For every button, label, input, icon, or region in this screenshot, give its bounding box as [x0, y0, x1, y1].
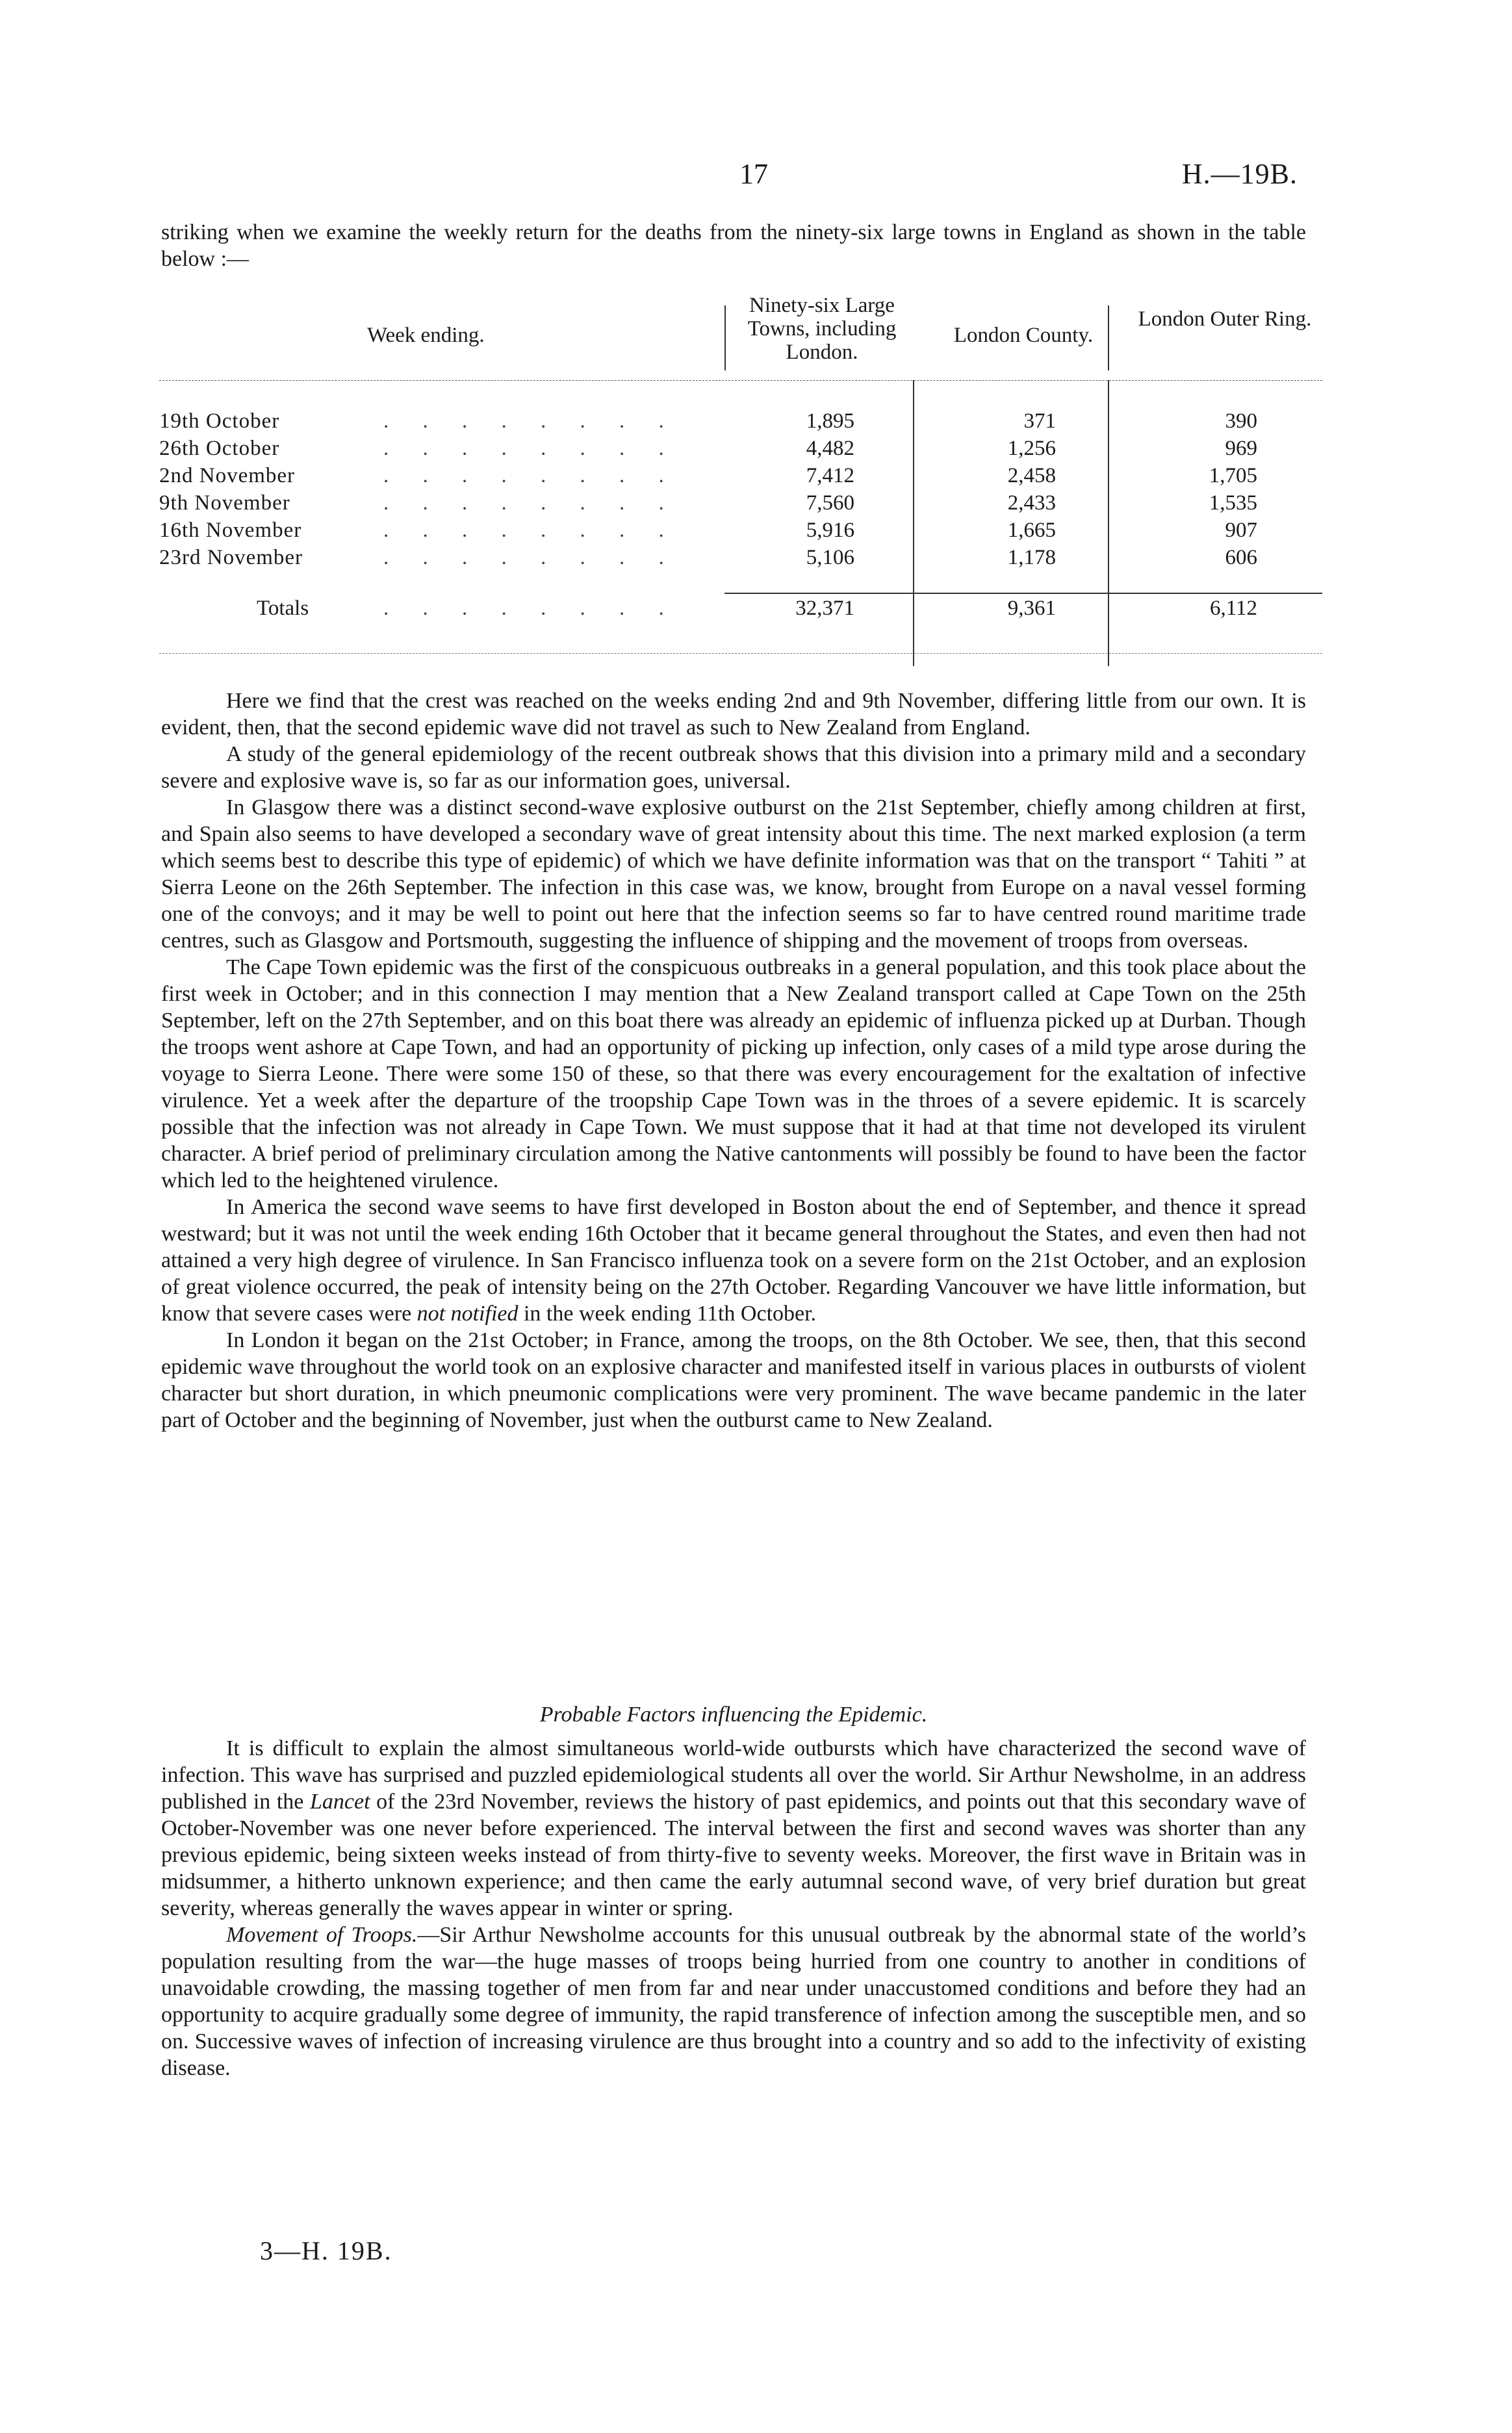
paragraph-text: in the week ending 11th October.: [523, 1302, 817, 1326]
paragraph: [161, 1922, 1306, 2081]
row-towns: 1,895: [806, 409, 854, 433]
section-heading: Probable Factors influencing the Epidemic.: [539, 1703, 928, 1727]
header-london-outer-ring: London Outer Ring.: [1138, 307, 1312, 331]
column-divider: [1108, 305, 1109, 370]
table-row: [159, 437, 1322, 464]
totals-outer: 6,112: [1209, 597, 1257, 620]
header-london-county: London County.: [953, 324, 1094, 347]
row-county: 2,433: [1007, 491, 1056, 515]
totals-label: Totals: [257, 597, 309, 620]
paragraph: In London it began on the 21st October; in France, among the troops, on the 8th October. We see, then, that this second epidemic wave throughout the world took on an explosive character and manifested itself in various places in outbursts of violent character but short duration, in which pneumonic complications were very prominent. The wave became pandemic in the later part of October and the beginning of November, just when the outburst came to New Zealand.: [161, 1328, 1306, 1432]
leader-dots: . . . . . . . .: [383, 464, 678, 487]
paragraph: The Cape Town epidemic was the first of the conspicuous outbreaks in a general population, and this took place about the first week in October; and in this connection I may mention that a New Zealand transport called at Cape Town on the 25th September, left on the 27th September, and on this boat there was already an epidemic of influenza picked up at Durban. Though the troops went ashore at Cape Town, and had an opportunity of picking up infection, only cases of a mild type arose during the voyage to Sierra Leone. There were some 150 of these, so that there was every encouragement for the exaltation of infective virulence. Yet a week after the departure of the troopship Cape Town was in the throes of a severe epidemic. It is scarcely possible that the infection was not already in Cape Town. We must suppose that it had at that time not developed its virulent character. A brief period of preliminary circulation among the Native cantonments will possibly be found to have been the factor which led to the heightened virulence.: [161, 955, 1306, 1192]
section-body: [161, 1735, 1306, 2081]
paragraph-text: In America the second wave seems to have first developed in Boston about the end of September, and thence it spread westward; but it was not until the week ending 16th October that it became general throughout the States, and even then had not attained a very high degree of virulence. In San Francisco influenza took on a severe form on the 21st October, and an explosion of great violence occurred, the peak of intensity being on the 27th October. Regarding Vancouver we have little information, but know that severe cases were: [161, 1195, 1306, 1326]
table-bottom-rule: [159, 653, 1322, 654]
row-outer: 907: [1225, 519, 1257, 542]
leader-dots: . . . . . . . .: [383, 519, 678, 542]
totals-row: [159, 597, 1322, 624]
document-code: H.—19B.: [1181, 158, 1298, 190]
row-county: 371: [1023, 409, 1056, 433]
footer-code: 3—H. 19B.: [260, 2236, 392, 2265]
table-row: [159, 546, 1322, 573]
page-number: 17: [739, 158, 768, 190]
paragraph: [161, 1194, 1306, 1327]
row-towns: 5,106: [806, 546, 854, 569]
intro-paragraph: [161, 219, 1306, 272]
body-text: [161, 688, 1306, 1434]
paragraph: Here we find that the crest was reached on the weeks ending 2nd and 9th November, differing little from our own. It is evident, then, that the second epidemic wave did not travel as such to New Zealand from England.: [161, 689, 1306, 740]
leader-dots: . . . . . . . .: [383, 546, 678, 569]
row-towns: 7,412: [806, 464, 854, 487]
row-outer: 606: [1225, 546, 1257, 569]
lancet-title: Lancet: [310, 1790, 370, 1814]
row-towns: 7,560: [806, 491, 854, 515]
totals-county: 9,361: [1007, 597, 1056, 620]
intro-text: striking when we examine the weekly return for the deaths from the ninety-six large towns in England as shown in the table below :—: [161, 220, 1306, 271]
totals-rule: [724, 593, 1322, 594]
leader-dots: . . . . . . . .: [383, 409, 678, 433]
leader-dots: . . . . . . . .: [383, 491, 678, 515]
row-county: 1,665: [1007, 519, 1056, 542]
subheading-movement-of-troops: Movement of Troops.: [226, 1923, 418, 1947]
table-row: [159, 409, 1322, 437]
row-outer: 969: [1225, 437, 1257, 460]
paragraph: A study of the general epidemiology of the recent outbreak shows that this division into a primary mild and a secondary severe and explosive wave is, so far as our information goes, universal.: [161, 742, 1306, 793]
row-week: 23rd November: [159, 546, 303, 569]
table-row: [159, 491, 1322, 519]
deaths-table: [159, 292, 1322, 620]
table-row: [159, 464, 1322, 491]
row-week: 2nd November: [159, 464, 296, 487]
row-week: 19th October: [159, 409, 280, 433]
row-county: 2,458: [1007, 464, 1056, 487]
paragraph: In Glasgow there was a distinct second-wave explosive outburst on the 21st September, chiefly among children at first, and Spain also seems to have developed a secondary wave of great intensity about this time. The next marked explosion (a term which seems best to describe this type of epidemic) of which we have definite information was that on the transport “ Tahiti ” at Sierra Leone on the 26th September. The infection in this case was, we know, brought from Europe on a naval vessel forming one of the convoys; and it may be well to point out here that the infection seems so far to have centred round maritime trade centres, such as Glasgow and Portsmouth, suggesting the influence of shipping and the movement of troops from overseas.: [161, 795, 1306, 953]
leader-dots: . . . . . . . .: [383, 597, 678, 620]
paragraph: [161, 1735, 1306, 1922]
header-large-towns: Ninety-six Large Towns, including London.: [747, 294, 897, 364]
row-outer: 1,535: [1209, 491, 1257, 515]
row-county: 1,178: [1007, 546, 1056, 569]
row-outer: 390: [1225, 409, 1257, 433]
row-county: 1,256: [1007, 437, 1056, 460]
row-outer: 1,705: [1209, 464, 1257, 487]
column-divider: [724, 305, 726, 370]
table-header: [159, 292, 1322, 381]
row-week: 26th October: [159, 437, 280, 460]
table-row: [159, 519, 1322, 546]
row-towns: 5,916: [806, 519, 854, 542]
paragraph-text: of the 23rd November, reviews the history of past epidemics, and points out that this secondary wave of October-November was one never before experienced. The interval between the first and second waves was shorter than any previous epidemic, being sixteen weeks instead of from thirty-five to seventy weeks. Moreover, the first wave in Britain was in midsummer, a hitherto unknown experience; and then came the early autumnal second wave, of very brief duration but great severity, whereas generally the waves appear in winter or spring.: [161, 1790, 1307, 1920]
row-towns: 4,482: [806, 437, 854, 460]
row-week: 16th November: [159, 519, 302, 542]
emphasis-text: not notified: [416, 1302, 519, 1326]
leader-dots: . . . . . . . .: [383, 437, 678, 460]
header-week-ending: Week ending.: [367, 324, 485, 347]
row-week: 9th November: [159, 491, 290, 515]
table-body: [159, 409, 1322, 573]
paragraph-text: It is difficult to explain the almost simultaneous world-wide outbursts which have characterized the second wave of infection. This wave has surprised and puzzled epidemiological students all over the world. Sir Arthur Newsholme, in an address published in the: [161, 1736, 1306, 1814]
totals-towns: 32,371: [795, 597, 854, 620]
paragraph-text: —Sir Arthur Newsholme accounts for this unusual outbreak by the abnormal state of the world’s population resulting from the war—the huge masses of troops being hurried from one country to another in conditions of unavoidable crowding, the massing together of men from far and near under unaccustomed conditions and before they had an opportunity to acquire gradually some degree of immunity, the rapid transference of infection among the susceptible men, and so on. Successive waves of infection of increasing virulence are thus brought into a country and so add to the infectivity of existing disease.: [161, 1923, 1306, 2080]
